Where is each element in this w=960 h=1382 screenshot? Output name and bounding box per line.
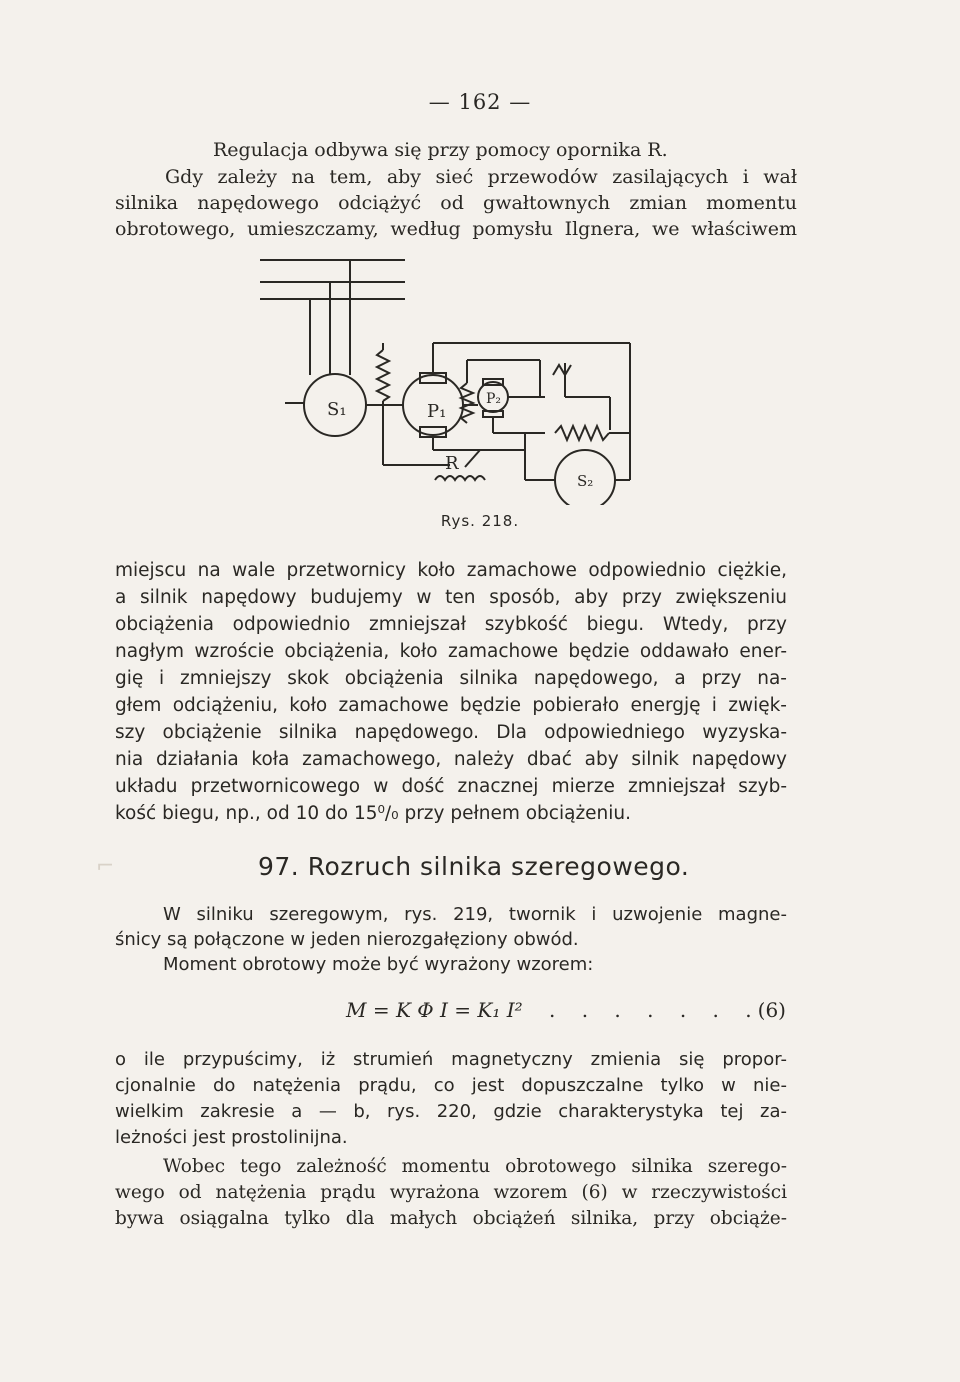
paragraph-line: nagłym wzroście obciążenia, koło zamachowe będzie oddawało ener-	[115, 641, 787, 662]
section-heading: 97. Rozruch silnika szeregowego.	[258, 852, 690, 881]
label-s1: S₁	[327, 399, 347, 420]
margin-mark: ⌐	[96, 854, 115, 879]
paragraph-o-ile	[115, 1047, 787, 1151]
paragraph-line: gię i zmniejszy skok obciążenia silnika napędowego, a przy na-	[115, 668, 787, 689]
paragraph-line: miejscu na wale przetwornicy koło zamachowe odpowiednio ciężkie,	[115, 560, 787, 581]
paragraph-regulacja: Regulacja odbywa się przy pomocy opornika R.	[213, 139, 668, 161]
paragraph-line: obciążenia odpowiednio zmniejszał szybkość biegu. Wtedy, przy	[115, 614, 787, 635]
label-r: R	[445, 453, 459, 474]
circuit-diagram	[255, 255, 655, 505]
paragraph-line: Wobec tego zależność momentu obrotowego silnika szerego-	[163, 1156, 787, 1177]
paragraph-line: W silniku szeregowym, rys. 219, twornik i uzwojenie magne-	[163, 904, 787, 925]
paragraph-line: cjonalnie do natężenia prądu, co jest dopuszczalne tylko w nie-	[115, 1075, 787, 1096]
figure-caption: Rys. 218.	[440, 512, 520, 530]
paragraph-w-silniku	[115, 902, 787, 977]
formula-dots: . . . . . . .	[548, 998, 762, 1022]
paragraph-line: kość biegu, np., od 10 do 15⁰/₀ przy pełnem obciążeniu.	[115, 803, 632, 824]
paragraph-line: śnicy są połączone w jeden nierozgałęziony obwód.	[115, 929, 579, 950]
paragraph-gdy	[115, 164, 797, 242]
paragraph-line: wielkim zakresie a — b, rys. 220, gdzie charakterystyka tej za-	[115, 1101, 787, 1122]
paragraph-line: obrotowego, umieszczamy, według pomysłu Ilgnera, we właściwem	[115, 218, 797, 240]
label-p2: P₂	[486, 391, 502, 407]
formula-expression: M = K Φ I = K₁ I²	[346, 998, 523, 1022]
paragraph-line: wego od natężenia prądu wyrażona wzorem (6) w rzeczywistości	[115, 1182, 787, 1203]
paragraph-line: o ile przypuścimy, iż strumień magnetyczny zmienia się propor-	[115, 1049, 787, 1070]
paragraph-line: Moment obrotowy może być wyrażony wzorem:	[163, 954, 594, 975]
paragraph-line: silnika napędowego odciążyć od gwałtownych zmian momentu	[115, 192, 797, 214]
label-p1: P₁	[427, 401, 447, 422]
paragraph-line: układu przetwornicowego w dość znacznej mierze zmniejszał szyb-	[115, 776, 787, 797]
formula-number: (6)	[757, 998, 786, 1022]
paragraph-line: a silnik napędowy budujemy w ten sposób, aby przy zwiększeniu	[115, 587, 787, 608]
formula-6	[346, 998, 786, 1022]
paragraph-line: leżności jest prostolinijna.	[115, 1127, 348, 1148]
paragraph-miejscu	[115, 557, 787, 827]
paragraph-line: Gdy zależy na tem, aby sieć przewodów zasilających i wał	[165, 166, 797, 188]
paragraph-line: głem odciążeniu, koło zamachowe będzie pobierało energję i zwięk-	[115, 695, 787, 716]
paragraph-line: szy obciążenie silnika napędowego. Dla odpowiedniego wyzyska-	[115, 722, 787, 743]
page-number: — 162 —	[428, 90, 532, 114]
paragraph-line: bywa osiągalna tylko dla małych obciążeń silnika, przy obciąże-	[115, 1208, 787, 1229]
paragraph-line: nia działania koła zamachowego, należy dbać aby silnik napędowy	[115, 749, 787, 770]
paragraph-wobec	[115, 1154, 787, 1232]
label-s2: S₂	[577, 472, 594, 490]
